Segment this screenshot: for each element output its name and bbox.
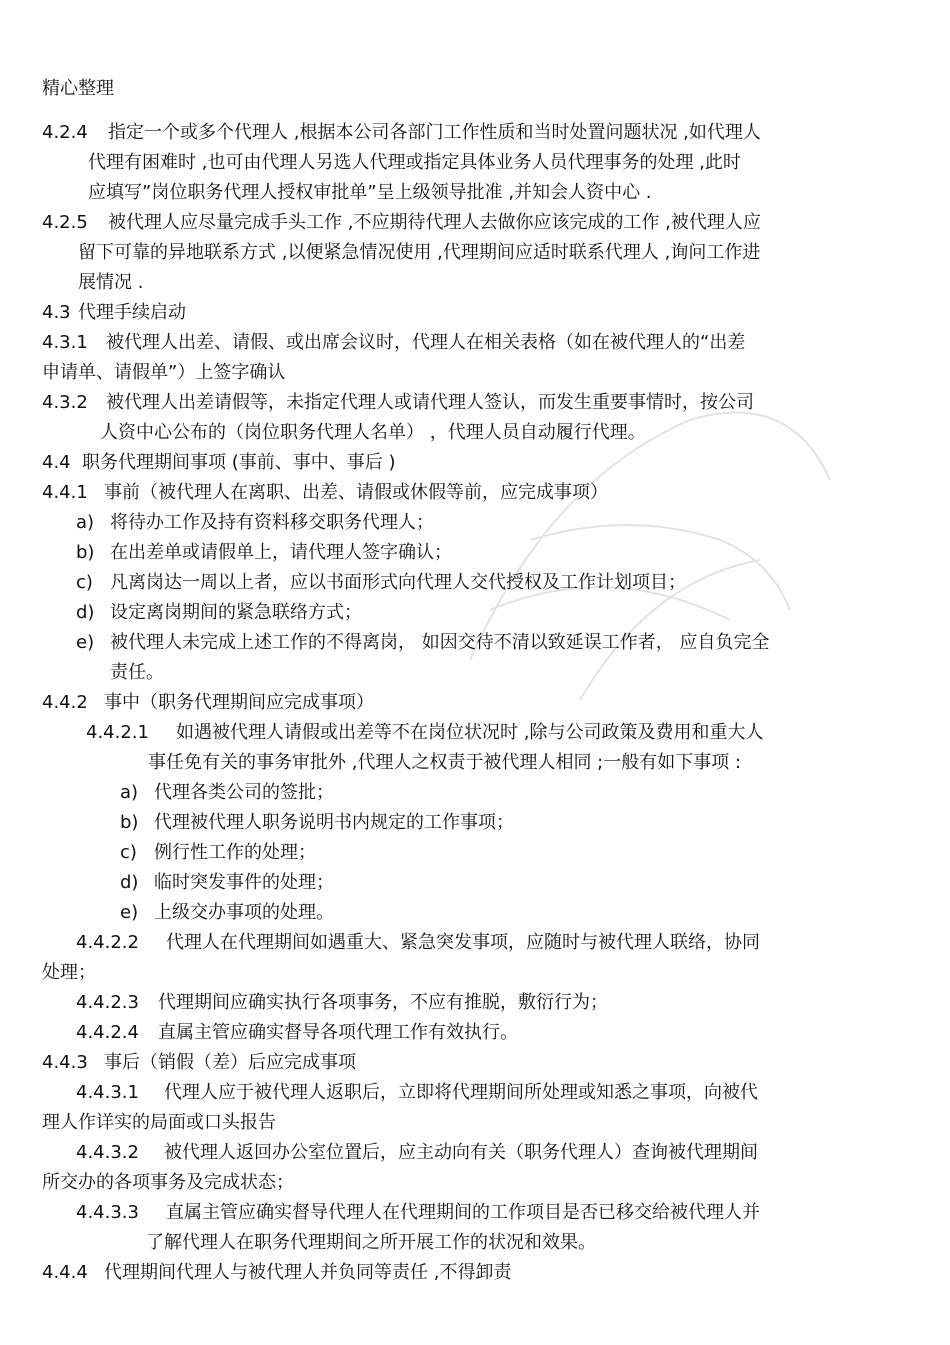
section-number: 4.2.4 — [42, 122, 88, 143]
paragraph-line — [0, 1258, 950, 1288]
line-text: 被代理人出差请假等，未指定代理人或请代理人签认，而发生重要事情时，按公司 — [106, 392, 754, 413]
list-marker: b) — [76, 542, 95, 563]
list-item — [0, 628, 950, 658]
paragraph-line — [0, 478, 950, 508]
line-text: 代理人在代理期间如遇重大、紧急突发事项，应随时与被代理人联络，协同 — [166, 932, 760, 953]
line-text: 代理期间代理人与被代理人并负同等责任 ,不得卸责 — [104, 1262, 512, 1283]
section-number: 4.4.3.1 — [76, 1082, 139, 1103]
list-item — [0, 778, 950, 808]
line-text: 事中（职务代理期间应完成事项） — [104, 692, 374, 713]
line-text: 直属主管应确实督导代理人在代理期间的工作项目是否已移交给被代理人并 — [166, 1202, 760, 1223]
list-marker: a) — [76, 512, 95, 533]
paragraph-line — [0, 718, 950, 748]
paragraph-line — [0, 118, 950, 148]
document-body — [0, 118, 950, 1288]
paragraph-line — [0, 148, 950, 178]
section-number: 4.4 — [42, 452, 71, 473]
paragraph-line — [0, 1198, 950, 1228]
paragraph-line — [0, 688, 950, 718]
line-text: 留下可靠的异地联系方式 ,以便紧急情况使用 ,代理期间应适时联系代理人 ,询问工作进 — [78, 242, 761, 263]
paragraph-line — [0, 658, 950, 688]
list-marker: e) — [76, 632, 95, 653]
list-item — [0, 508, 950, 538]
paragraph-line — [0, 178, 950, 208]
line-text: 申请单、请假单”）上签字确认 — [42, 362, 286, 383]
section-number: 4.4.4 — [42, 1262, 88, 1283]
line-text: 被代理人未完成上述工作的不得离岗， 如因交待不清以致延误工作者， 应自负完全 — [110, 632, 770, 653]
line-text: 被代理人出差、请假、或出席会议时，代理人在相关表格（如在被代理人的“出差 — [106, 332, 746, 353]
paragraph-line — [0, 208, 950, 238]
line-text: 代理各类公司的签批； — [154, 782, 334, 803]
list-marker: c) — [120, 842, 137, 863]
list-item — [0, 838, 950, 868]
section-number: 4.2.5 — [42, 212, 88, 233]
line-text: 了解代理人在职务代理期间之所开展工作的状况和效果。 — [146, 1232, 596, 1253]
paragraph-line — [0, 328, 950, 358]
line-text: 凡离岗达一周以上者，应以书面形式向代理人交代授权及工作计划项目； — [110, 572, 686, 593]
line-text: 职务代理期间事项 (事前、事中、事后 ) — [82, 452, 396, 473]
line-text: 将待办工作及持有资料移交职务代理人； — [110, 512, 434, 533]
paragraph-line — [0, 1108, 950, 1138]
list-item — [0, 568, 950, 598]
line-text: 上级交办事项的处理。 — [154, 902, 334, 923]
paragraph-line — [0, 1228, 950, 1258]
section-number: 4.4.2.3 — [76, 992, 139, 1013]
section-number: 4.4.2 — [42, 692, 88, 713]
line-text: 处理； — [42, 962, 96, 983]
line-text: 应填写”岗位职务代理人授权审批单”呈上级领导批准 ,并知会人资中心 . — [88, 182, 652, 203]
line-text: 事后（销假（差）后应完成事项 — [104, 1052, 356, 1073]
line-text: 责任。 — [110, 662, 164, 683]
line-text: 例行性工作的处理； — [154, 842, 316, 863]
line-text: 代理人应于被代理人返职后，立即将代理期间所处理或知悉之事项，向被代 — [164, 1082, 758, 1103]
paragraph-line — [0, 298, 950, 328]
line-text: 被代理人应尽量完成手头工作 ,不应期待代理人去做你应该完成的工作 ,被代理人应 — [108, 212, 761, 233]
paragraph-line — [0, 988, 950, 1018]
line-text: 人资中心公布的（岗位职务代理人名单） ，代理人员自动履行代理。 — [100, 422, 646, 443]
line-text: 临时突发事件的处理； — [154, 872, 334, 893]
line-text: 在出差单或请假单上，请代理人签字确认； — [110, 542, 452, 563]
section-number: 4.4.3.2 — [76, 1142, 139, 1163]
line-text: 指定一个或多个代理人 ,根据本公司各部门工作性质和当时处置问题状况 ,如代理人 — [108, 122, 761, 143]
list-marker: a) — [120, 782, 139, 803]
line-text: 直属主管应确实督导各项代理工作有效执行。 — [158, 1022, 518, 1043]
section-number: 4.4.2.1 — [86, 722, 149, 743]
section-number: 4.3.2 — [42, 392, 88, 413]
line-text: 如遇被代理人请假或出差等不在岗位状况时 ,除与公司政策及费用和重大人 — [176, 722, 764, 743]
list-marker: d) — [76, 602, 95, 623]
section-number: 4.3 — [42, 302, 71, 323]
line-text: 事前（被代理人在离职、出差、请假或休假等前，应完成事项） — [104, 482, 608, 503]
section-number: 4.4.2.2 — [76, 932, 139, 953]
line-text: 所交办的各项事务及完成状态； — [42, 1172, 294, 1193]
paragraph-line — [0, 748, 950, 778]
line-text: 被代理人返回办公室位置后，应主动向有关（职务代理人）查询被代理期间 — [164, 1142, 758, 1163]
line-text: 设定离岗期间的紧急联络方式； — [110, 602, 362, 623]
paragraph-line — [0, 1018, 950, 1048]
list-item — [0, 868, 950, 898]
paragraph-line — [0, 958, 950, 988]
paragraph-line — [0, 448, 950, 478]
paragraph-line — [0, 238, 950, 268]
line-text: 代理手续启动 — [78, 302, 186, 323]
section-number: 4.4.3 — [42, 1052, 88, 1073]
line-text: 理人作详实的局面或口头报告 — [42, 1112, 276, 1133]
paragraph-line — [0, 1138, 950, 1168]
list-marker: e) — [120, 902, 139, 923]
paragraph-line — [0, 358, 950, 388]
line-text: 事任免有关的事务审批外 ,代理人之权责于被代理人相同 ;一般有如下事项 : — [148, 752, 742, 773]
list-item — [0, 598, 950, 628]
line-text: 代理有困难时 ,也可由代理人另选人代理或指定具体业务人员代理事务的处理 ,此时 — [88, 152, 741, 173]
list-marker: c) — [76, 572, 93, 593]
line-text: 代理被代理人职务说明书内规定的工作事项； — [154, 812, 514, 833]
list-marker: d) — [120, 872, 139, 893]
paragraph-line — [0, 1078, 950, 1108]
paragraph-line — [0, 418, 950, 448]
list-item — [0, 538, 950, 568]
paragraph-line — [0, 1048, 950, 1078]
list-item — [0, 808, 950, 838]
line-text: 展情况 . — [78, 272, 144, 293]
page-header: 精心整理 — [42, 78, 114, 99]
section-number: 4.3.1 — [42, 332, 88, 353]
paragraph-line — [0, 1168, 950, 1198]
section-number: 4.4.3.3 — [76, 1202, 139, 1223]
paragraph-line — [0, 268, 950, 298]
paragraph-line — [0, 388, 950, 418]
section-number: 4.4.1 — [42, 482, 88, 503]
paragraph-line — [0, 928, 950, 958]
line-text: 代理期间应确实执行各项事务，不应有推脱，敷衍行为； — [158, 992, 608, 1013]
section-number: 4.4.2.4 — [76, 1022, 139, 1043]
list-marker: b) — [120, 812, 139, 833]
list-item — [0, 898, 950, 928]
